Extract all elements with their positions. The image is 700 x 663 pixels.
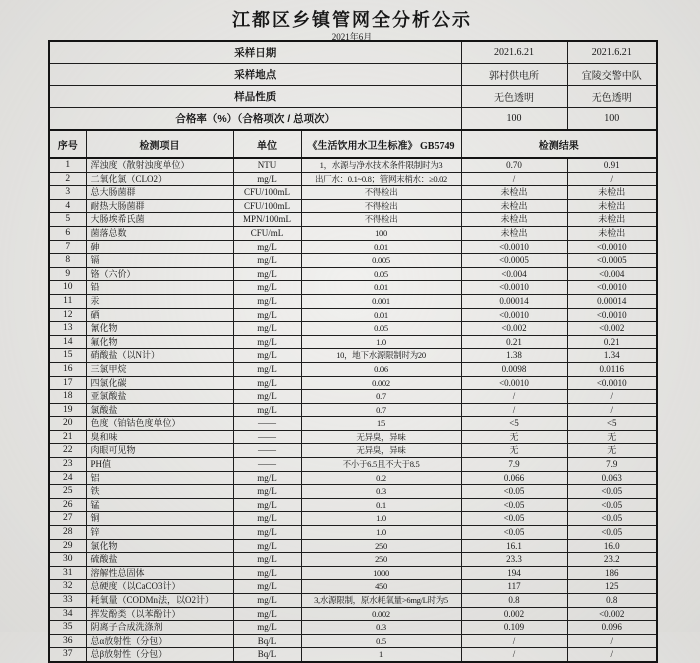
info-value-1: 无色透明 bbox=[461, 86, 567, 108]
result2-cell: 未检出 bbox=[567, 199, 657, 213]
unit-cell: mg/L bbox=[233, 621, 301, 635]
result1-cell: 0.21 bbox=[461, 335, 567, 349]
row-number: 29 bbox=[49, 539, 86, 553]
row-number: 20 bbox=[49, 417, 86, 431]
result1-cell: <0.05 bbox=[461, 485, 567, 499]
item-name: 挥发酚类（以苯酚计） bbox=[86, 607, 233, 621]
item-name: 总大肠菌群 bbox=[86, 186, 233, 200]
result1-cell: / bbox=[461, 390, 567, 404]
item-name: 铬（六价） bbox=[86, 267, 233, 281]
result1-cell: 0.70 bbox=[461, 158, 567, 172]
unit-cell: MPN/100mL bbox=[233, 213, 301, 227]
item-name: 总α放射性（分包） bbox=[86, 634, 233, 648]
standard-cell: 不得检出 bbox=[301, 213, 461, 227]
table-row bbox=[49, 281, 657, 295]
standard-cell: 不得检出 bbox=[301, 199, 461, 213]
result2-cell: <0.0010 bbox=[567, 240, 657, 254]
col-header-standard: 《生活饮用水卫生标准》 GB5749 bbox=[301, 130, 461, 158]
standard-cell: 3,水源限制，原水耗氧量>6mg/L时为5 bbox=[301, 594, 461, 608]
result1-cell: 未检出 bbox=[461, 199, 567, 213]
standard-cell: 450 bbox=[301, 580, 461, 594]
info-value-2: 2021.6.21 bbox=[567, 41, 657, 64]
info-value-2: 无色透明 bbox=[567, 86, 657, 108]
col-header-no: 序号 bbox=[49, 130, 86, 158]
unit-cell: mg/L bbox=[233, 349, 301, 363]
row-number: 33 bbox=[49, 594, 86, 608]
result2-cell: / bbox=[567, 403, 657, 417]
table-row bbox=[49, 294, 657, 308]
item-name: 锌 bbox=[86, 526, 233, 540]
row-number: 1 bbox=[49, 158, 86, 172]
unit-cell: mg/L bbox=[233, 308, 301, 322]
row-number: 30 bbox=[49, 553, 86, 567]
item-name: 亚氯酸盐 bbox=[86, 390, 233, 404]
row-number: 5 bbox=[49, 213, 86, 227]
result1-cell: 7.9 bbox=[461, 458, 567, 472]
unit-cell: mg/L bbox=[233, 362, 301, 376]
info-row bbox=[49, 108, 657, 131]
table-row bbox=[49, 634, 657, 648]
standard-cell: 1000 bbox=[301, 566, 461, 580]
result2-cell: <0.002 bbox=[567, 322, 657, 336]
unit-cell: Bq/L bbox=[233, 648, 301, 662]
item-name: 铁 bbox=[86, 485, 233, 499]
info-label: 合格率（%）（合格项次 / 总项次） bbox=[49, 108, 461, 131]
table-row bbox=[49, 213, 657, 227]
result1-cell: 无 bbox=[461, 430, 567, 444]
row-number: 11 bbox=[49, 294, 86, 308]
unit-cell: mg/L bbox=[233, 485, 301, 499]
unit-cell: mg/L bbox=[233, 498, 301, 512]
info-row bbox=[49, 86, 657, 108]
standard-cell: 0.05 bbox=[301, 322, 461, 336]
result1-cell: 23.3 bbox=[461, 553, 567, 567]
row-number: 14 bbox=[49, 335, 86, 349]
item-name: 氰化物 bbox=[86, 322, 233, 336]
data-rows bbox=[49, 158, 657, 662]
col-header-item: 检测项目 bbox=[86, 130, 233, 158]
standard-cell: 250 bbox=[301, 539, 461, 553]
result1-cell: 0.00014 bbox=[461, 294, 567, 308]
result2-cell: <0.004 bbox=[567, 267, 657, 281]
item-name: 三氯甲烷 bbox=[86, 362, 233, 376]
table-row bbox=[49, 362, 657, 376]
standard-cell: 0.7 bbox=[301, 390, 461, 404]
table-row bbox=[49, 349, 657, 363]
info-row bbox=[49, 41, 657, 64]
unit-cell: mg/L bbox=[233, 390, 301, 404]
item-name: 耐热大肠菌群 bbox=[86, 199, 233, 213]
result1-cell: <0.05 bbox=[461, 512, 567, 526]
item-name: 硒 bbox=[86, 308, 233, 322]
result1-cell: <0.0010 bbox=[461, 308, 567, 322]
info-label: 样品性质 bbox=[49, 86, 461, 108]
table-row bbox=[49, 444, 657, 458]
item-name: 汞 bbox=[86, 294, 233, 308]
item-name: 铝 bbox=[86, 471, 233, 485]
page-title: 江都区乡镇管网全分析公示 bbox=[232, 10, 472, 30]
result1-cell: / bbox=[461, 172, 567, 186]
unit-cell: —— bbox=[233, 417, 301, 431]
result1-cell: <0.004 bbox=[461, 267, 567, 281]
standard-cell: 0.002 bbox=[301, 376, 461, 390]
result1-cell: <0.05 bbox=[461, 498, 567, 512]
table-row bbox=[49, 390, 657, 404]
standard-cell: 1.0 bbox=[301, 526, 461, 540]
row-number: 35 bbox=[49, 621, 86, 635]
row-number: 15 bbox=[49, 349, 86, 363]
item-name: PH值 bbox=[86, 458, 233, 472]
item-name: 镉 bbox=[86, 254, 233, 268]
result2-cell: / bbox=[567, 172, 657, 186]
result1-cell: <0.05 bbox=[461, 526, 567, 540]
result1-cell: <0.0005 bbox=[461, 254, 567, 268]
result1-cell: <0.0010 bbox=[461, 376, 567, 390]
info-value-1: 100 bbox=[461, 108, 567, 131]
result2-cell: 16.0 bbox=[567, 539, 657, 553]
result2-cell: 无 bbox=[567, 444, 657, 458]
item-name: 氟化物 bbox=[86, 335, 233, 349]
info-value-1: 2021.6.21 bbox=[461, 41, 567, 64]
item-name: 硝酸盐（以N计） bbox=[86, 349, 233, 363]
item-name: 菌落总数 bbox=[86, 226, 233, 240]
unit-cell: CFU/100mL bbox=[233, 199, 301, 213]
row-number: 25 bbox=[49, 485, 86, 499]
result2-cell: <0.0010 bbox=[567, 376, 657, 390]
unit-cell: —— bbox=[233, 430, 301, 444]
standard-cell: 0.5 bbox=[301, 634, 461, 648]
row-number: 9 bbox=[49, 267, 86, 281]
row-number: 31 bbox=[49, 566, 86, 580]
result2-cell: <0.0010 bbox=[567, 281, 657, 295]
result2-cell: 0.0116 bbox=[567, 362, 657, 376]
result2-cell: / bbox=[567, 648, 657, 662]
standard-cell: 0.2 bbox=[301, 471, 461, 485]
standard-cell: 0.1 bbox=[301, 498, 461, 512]
item-name: 四氯化碳 bbox=[86, 376, 233, 390]
standard-cell: 0.002 bbox=[301, 607, 461, 621]
row-number: 22 bbox=[49, 444, 86, 458]
standard-cell: 0.01 bbox=[301, 281, 461, 295]
row-number: 21 bbox=[49, 430, 86, 444]
result2-cell: / bbox=[567, 390, 657, 404]
standard-cell: 0.01 bbox=[301, 240, 461, 254]
table-row bbox=[49, 322, 657, 336]
table-row bbox=[49, 594, 657, 608]
unit-cell: mg/L bbox=[233, 172, 301, 186]
item-name: 臭和味 bbox=[86, 430, 233, 444]
result2-cell: <0.05 bbox=[567, 498, 657, 512]
table-row bbox=[49, 485, 657, 499]
unit-cell: mg/L bbox=[233, 566, 301, 580]
item-name: 大肠埃希氏菌 bbox=[86, 213, 233, 227]
col-header-unit: 单位 bbox=[233, 130, 301, 158]
unit-cell: Bq/L bbox=[233, 634, 301, 648]
table-row bbox=[49, 267, 657, 281]
info-label: 采样地点 bbox=[49, 64, 461, 86]
standard-cell: 1.0 bbox=[301, 512, 461, 526]
result1-cell: 未检出 bbox=[461, 186, 567, 200]
table-row bbox=[49, 254, 657, 268]
unit-cell: —— bbox=[233, 458, 301, 472]
result2-cell: 0.00014 bbox=[567, 294, 657, 308]
unit-cell: mg/L bbox=[233, 322, 301, 336]
result1-cell: / bbox=[461, 403, 567, 417]
unit-cell: mg/L bbox=[233, 512, 301, 526]
table-row bbox=[49, 335, 657, 349]
standard-cell: 0.06 bbox=[301, 362, 461, 376]
table-row bbox=[49, 308, 657, 322]
row-number: 27 bbox=[49, 512, 86, 526]
result2-cell: <0.0005 bbox=[567, 254, 657, 268]
standard-cell: 无异臭，异味 bbox=[301, 444, 461, 458]
row-number: 36 bbox=[49, 634, 86, 648]
result2-cell: 125 bbox=[567, 580, 657, 594]
result1-cell: <0.002 bbox=[461, 322, 567, 336]
result2-cell: 0.063 bbox=[567, 471, 657, 485]
result2-cell: 7.9 bbox=[567, 458, 657, 472]
info-section bbox=[49, 41, 657, 130]
table-row bbox=[49, 566, 657, 580]
table-row bbox=[49, 376, 657, 390]
result1-cell: 0.002 bbox=[461, 607, 567, 621]
standard-cell: 0.3 bbox=[301, 621, 461, 635]
result1-cell: 1.38 bbox=[461, 349, 567, 363]
result1-cell: 16.1 bbox=[461, 539, 567, 553]
standard-cell: 1，水源与净水技术条件限制时为3 bbox=[301, 158, 461, 172]
standard-cell: 0.3 bbox=[301, 485, 461, 499]
item-name: 砷 bbox=[86, 240, 233, 254]
row-number: 3 bbox=[49, 186, 86, 200]
result2-cell: <0.0010 bbox=[567, 308, 657, 322]
item-name: 浑浊度（散射浊度单位） bbox=[86, 158, 233, 172]
standard-cell: 1.0 bbox=[301, 335, 461, 349]
row-number: 7 bbox=[49, 240, 86, 254]
unit-cell: mg/L bbox=[233, 240, 301, 254]
result2-cell: 未检出 bbox=[567, 186, 657, 200]
table-row bbox=[49, 430, 657, 444]
result1-cell: 194 bbox=[461, 566, 567, 580]
result1-cell: <0.0010 bbox=[461, 240, 567, 254]
standard-cell: 10，地下水源限制时为20 bbox=[301, 349, 461, 363]
result1-cell: 未检出 bbox=[461, 213, 567, 227]
item-name: 氯酸盐 bbox=[86, 403, 233, 417]
result2-cell: 186 bbox=[567, 566, 657, 580]
unit-cell: mg/L bbox=[233, 607, 301, 621]
unit-cell: mg/L bbox=[233, 580, 301, 594]
row-number: 37 bbox=[49, 648, 86, 662]
row-number: 26 bbox=[49, 498, 86, 512]
unit-cell: mg/L bbox=[233, 471, 301, 485]
row-number: 12 bbox=[49, 308, 86, 322]
unit-cell: CFU/100mL bbox=[233, 186, 301, 200]
table-row bbox=[49, 403, 657, 417]
standard-cell: 0.001 bbox=[301, 294, 461, 308]
result2-cell: <0.05 bbox=[567, 512, 657, 526]
analysis-table bbox=[48, 40, 658, 663]
table-row bbox=[49, 226, 657, 240]
unit-cell: mg/L bbox=[233, 254, 301, 268]
standard-cell: 0.05 bbox=[301, 267, 461, 281]
table-row bbox=[49, 471, 657, 485]
item-name: 耗氧量（CODMn法，以O2计） bbox=[86, 594, 233, 608]
table-row bbox=[49, 621, 657, 635]
standard-cell: 15 bbox=[301, 417, 461, 431]
result1-cell: 0.0098 bbox=[461, 362, 567, 376]
unit-cell: mg/L bbox=[233, 267, 301, 281]
item-name: 铅 bbox=[86, 281, 233, 295]
standard-cell: 100 bbox=[301, 226, 461, 240]
standard-cell: 出厂水：0.1~0.8；管网末梢水：≥0.02 bbox=[301, 172, 461, 186]
table-row bbox=[49, 553, 657, 567]
result1-cell: 0.8 bbox=[461, 594, 567, 608]
item-name: 总硬度（以CaCO3计） bbox=[86, 580, 233, 594]
unit-cell: mg/L bbox=[233, 376, 301, 390]
result1-cell: / bbox=[461, 648, 567, 662]
item-name: 铜 bbox=[86, 512, 233, 526]
item-name: 溶解性总固体 bbox=[86, 566, 233, 580]
page-subtitle: 2021年6月 bbox=[331, 32, 373, 42]
item-name: 色度（铂钴色度单位） bbox=[86, 417, 233, 431]
unit-cell: mg/L bbox=[233, 539, 301, 553]
result2-cell: 23.2 bbox=[567, 553, 657, 567]
item-name: 阴离子合成洗涤剂 bbox=[86, 621, 233, 635]
standard-cell: 不得检出 bbox=[301, 186, 461, 200]
unit-cell: mg/L bbox=[233, 526, 301, 540]
result2-cell: 未检出 bbox=[567, 226, 657, 240]
info-value-2: 100 bbox=[567, 108, 657, 131]
result1-cell: 117 bbox=[461, 580, 567, 594]
result1-cell: 0.066 bbox=[461, 471, 567, 485]
standard-cell: 0.01 bbox=[301, 308, 461, 322]
table-row bbox=[49, 158, 657, 172]
unit-cell: mg/L bbox=[233, 403, 301, 417]
result1-cell: 无 bbox=[461, 444, 567, 458]
unit-cell: mg/L bbox=[233, 335, 301, 349]
unit-cell: mg/L bbox=[233, 553, 301, 567]
result2-cell: <0.002 bbox=[567, 607, 657, 621]
info-row bbox=[49, 64, 657, 86]
unit-cell: mg/L bbox=[233, 294, 301, 308]
table-row bbox=[49, 648, 657, 662]
standard-cell: 无异臭，异味 bbox=[301, 430, 461, 444]
result2-cell: 0.91 bbox=[567, 158, 657, 172]
standard-cell: 250 bbox=[301, 553, 461, 567]
result2-cell: 无 bbox=[567, 430, 657, 444]
table-row bbox=[49, 186, 657, 200]
item-name: 肉眼可见物 bbox=[86, 444, 233, 458]
item-name: 总β放射性（分包） bbox=[86, 648, 233, 662]
result2-cell: <0.05 bbox=[567, 526, 657, 540]
column-header-row bbox=[49, 130, 657, 158]
result1-cell: / bbox=[461, 634, 567, 648]
result2-cell: 未检出 bbox=[567, 213, 657, 227]
row-number: 8 bbox=[49, 254, 86, 268]
standard-cell: 1 bbox=[301, 648, 461, 662]
table-row bbox=[49, 539, 657, 553]
item-name: 二氧化氯（CLO2） bbox=[86, 172, 233, 186]
table-row bbox=[49, 607, 657, 621]
unit-cell: —— bbox=[233, 444, 301, 458]
result2-cell: 0.21 bbox=[567, 335, 657, 349]
row-number: 2 bbox=[49, 172, 86, 186]
table-row bbox=[49, 580, 657, 594]
row-number: 28 bbox=[49, 526, 86, 540]
result2-cell: 0.096 bbox=[567, 621, 657, 635]
row-number: 10 bbox=[49, 281, 86, 295]
standard-cell: 0.005 bbox=[301, 254, 461, 268]
info-label: 采样日期 bbox=[49, 41, 461, 64]
item-name: 锰 bbox=[86, 498, 233, 512]
result2-cell: 0.8 bbox=[567, 594, 657, 608]
unit-cell: NTU bbox=[233, 158, 301, 172]
table-row bbox=[49, 458, 657, 472]
item-name: 氯化物 bbox=[86, 539, 233, 553]
result1-cell: <0.0010 bbox=[461, 281, 567, 295]
row-number: 4 bbox=[49, 199, 86, 213]
info-value-2: 宜陵交警中队 bbox=[567, 64, 657, 86]
row-number: 34 bbox=[49, 607, 86, 621]
result2-cell: / bbox=[567, 634, 657, 648]
unit-cell: CFU/mL bbox=[233, 226, 301, 240]
row-number: 17 bbox=[49, 376, 86, 390]
result1-cell: 未检出 bbox=[461, 226, 567, 240]
standard-cell: 0.7 bbox=[301, 403, 461, 417]
row-number: 32 bbox=[49, 580, 86, 594]
result2-cell: 1.34 bbox=[567, 349, 657, 363]
unit-cell: mg/L bbox=[233, 281, 301, 295]
item-name: 硫酸盐 bbox=[86, 553, 233, 567]
result1-cell: <5 bbox=[461, 417, 567, 431]
table-row bbox=[49, 526, 657, 540]
table-row bbox=[49, 240, 657, 254]
result1-cell: 0.109 bbox=[461, 621, 567, 635]
row-number: 23 bbox=[49, 458, 86, 472]
table-row bbox=[49, 512, 657, 526]
row-number: 19 bbox=[49, 403, 86, 417]
unit-cell: mg/L bbox=[233, 594, 301, 608]
table-row bbox=[49, 498, 657, 512]
table-row bbox=[49, 417, 657, 431]
row-number: 16 bbox=[49, 362, 86, 376]
row-number: 18 bbox=[49, 390, 86, 404]
result2-cell: <0.05 bbox=[567, 485, 657, 499]
row-number: 13 bbox=[49, 322, 86, 336]
col-header-result: 检测结果 bbox=[461, 130, 657, 158]
table-row bbox=[49, 172, 657, 186]
row-number: 6 bbox=[49, 226, 86, 240]
table-row bbox=[49, 199, 657, 213]
standard-cell: 不小于6.5且不大于8.5 bbox=[301, 458, 461, 472]
result2-cell: <5 bbox=[567, 417, 657, 431]
info-value-1: 郭村供电所 bbox=[461, 64, 567, 86]
document-header bbox=[48, 8, 656, 42]
row-number: 24 bbox=[49, 471, 86, 485]
